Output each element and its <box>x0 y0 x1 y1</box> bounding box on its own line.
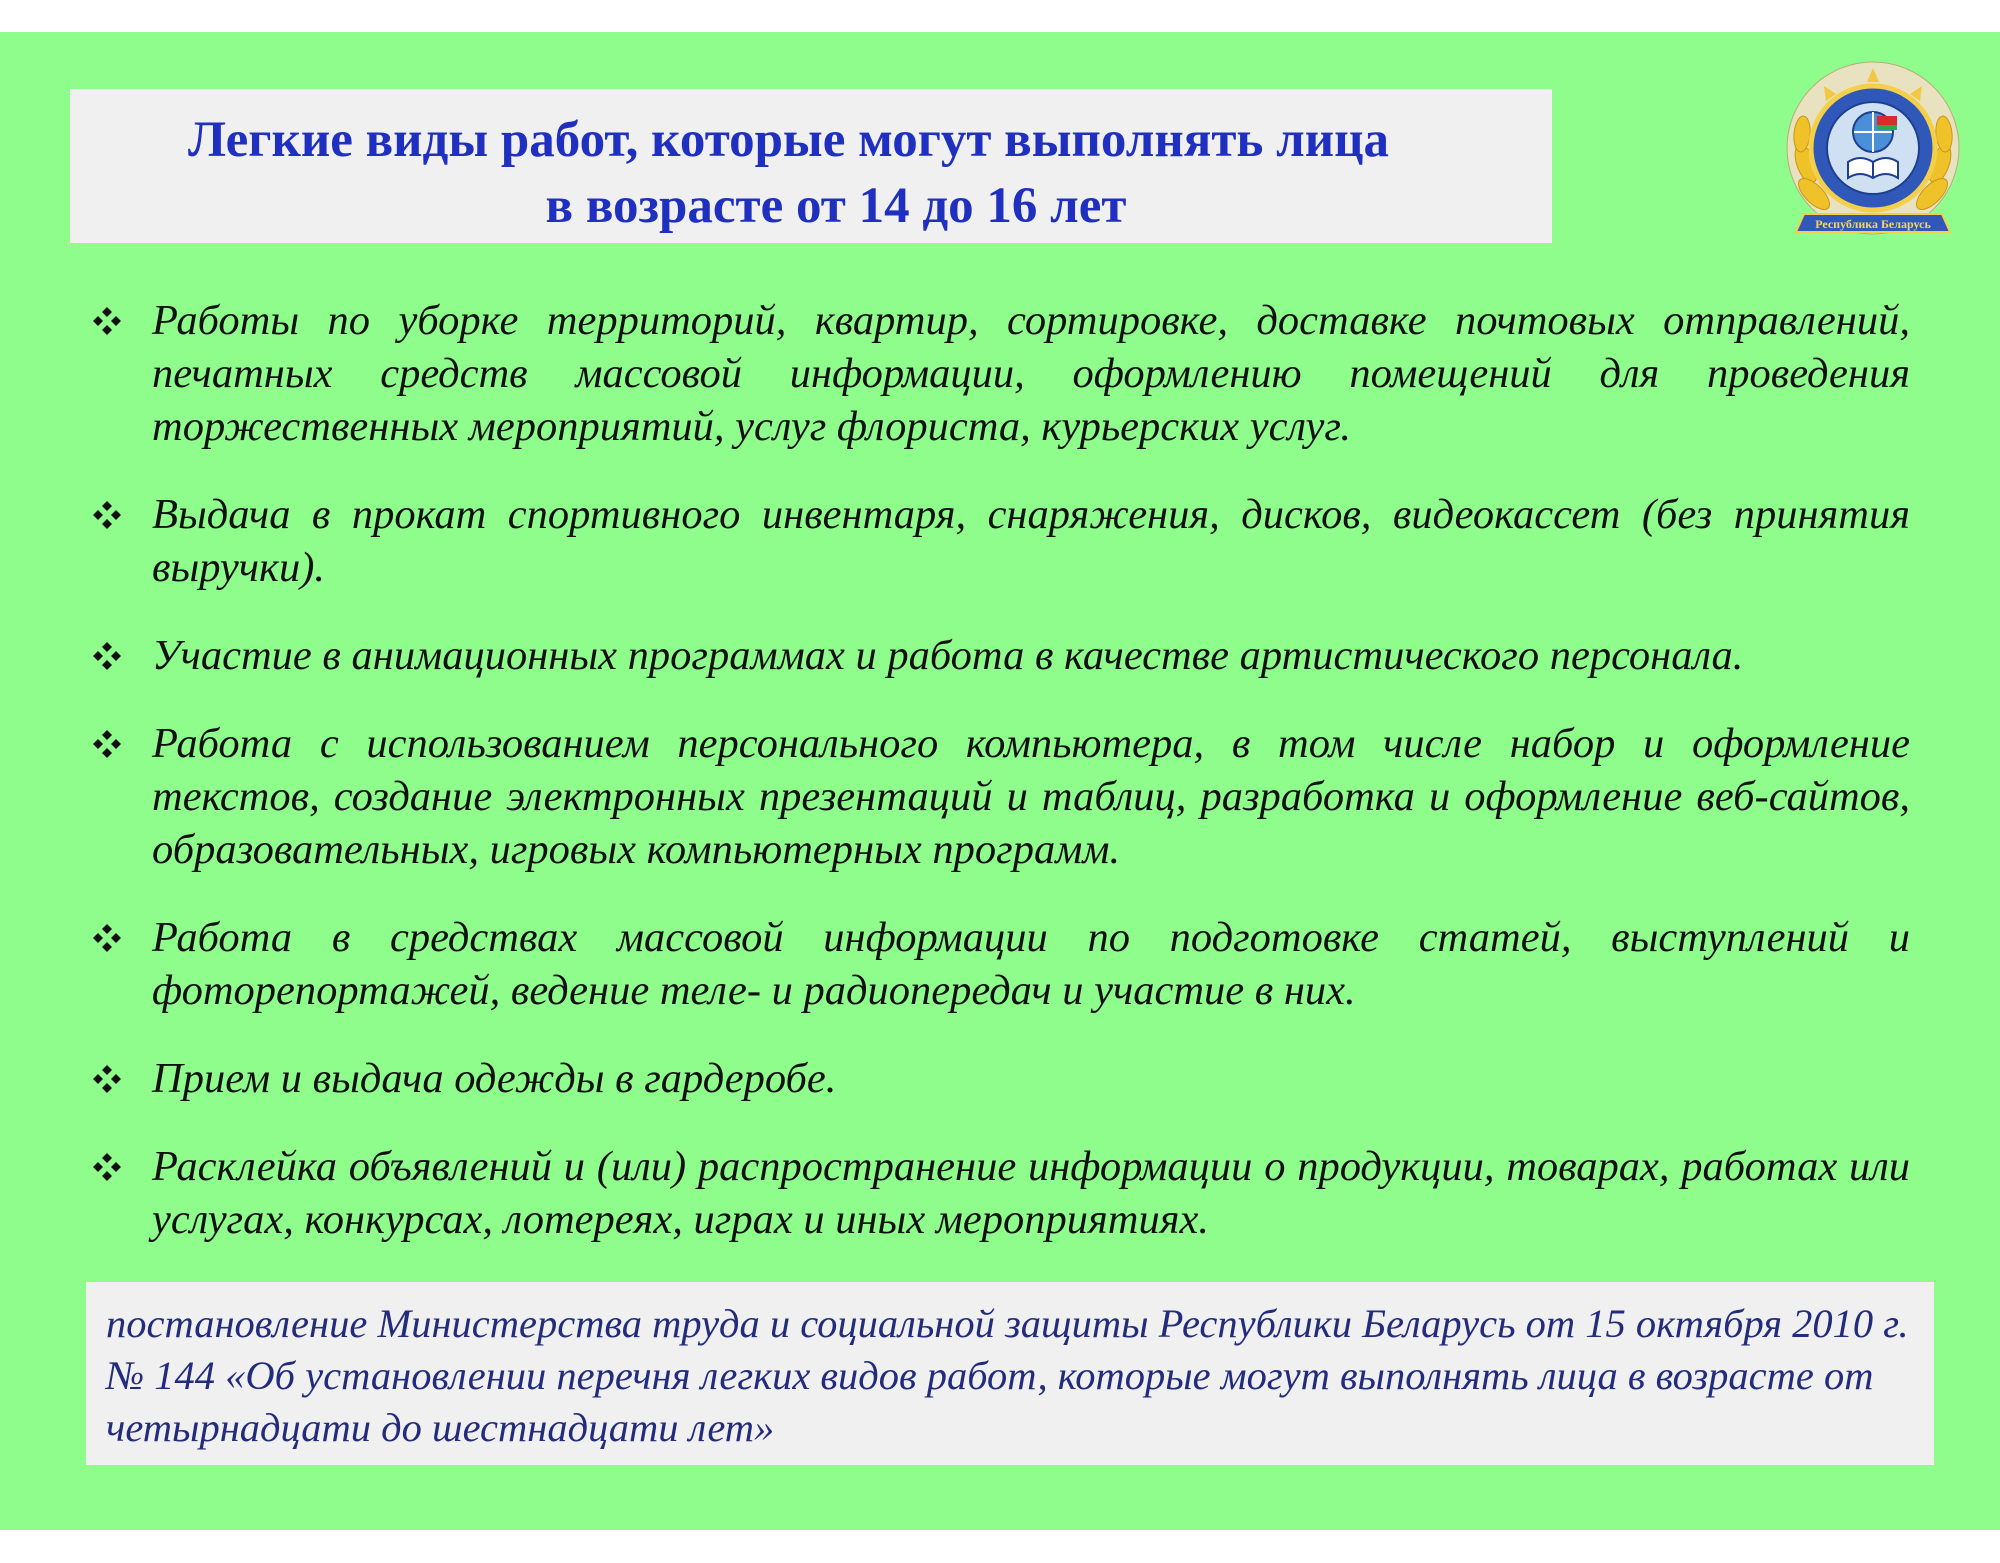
list-item-text: Прием и выдача одежды в гардеробе. <box>152 1055 837 1102</box>
list-item <box>88 717 1910 876</box>
list-item-text: Участие в анимационных программах и работа в качестве артистического персонала. <box>152 632 1744 679</box>
list-item <box>88 488 1910 594</box>
list-item <box>88 629 1910 682</box>
list-item <box>88 1052 1910 1105</box>
list-item-text: Выдача в прокат спортивного инвентаря, снаряжения, дисков, видеокассет (без принятия выручки). <box>152 491 1910 591</box>
list-item-text: Расклейка объявлений и (или) распространение информации о продукции, товарах, работах или услугах, конкурсах, лотереях, играх и иных мероприятиях. <box>152 1143 1910 1243</box>
diamond-bullet-icon <box>92 306 122 336</box>
diamond-bullet-icon <box>92 641 122 671</box>
page-title-line-2: в возрасте от 14 до 16 лет <box>545 178 1127 234</box>
slide <box>0 32 2000 1530</box>
emblem-caption: Республика Беларусь <box>1815 217 1931 231</box>
legal-reference-box <box>86 1282 1934 1465</box>
diamond-bullet-icon <box>92 1152 122 1182</box>
list-item-text: Работы по уборке территорий, квартир, сортировке, доставке почтовых отправлений, печатных средств массовой информации, оформлению помещений для проведения торжественных мероприятий, услуг флориста, курьерских услуг. <box>152 297 1910 450</box>
diamond-bullet-icon <box>92 500 122 530</box>
list-item <box>88 1140 1910 1246</box>
list-item <box>88 294 1910 453</box>
diamond-bullet-icon <box>92 1064 122 1094</box>
page-title-line-1: Легкие виды работ, которые могут выполнять лица <box>188 112 1389 168</box>
emblem-icon <box>1782 54 1964 252</box>
title-box <box>70 89 1552 243</box>
work-types-list <box>88 294 1910 1281</box>
list-item <box>88 911 1910 1017</box>
list-item-text: Работа с использованием персонального компьютера, в том числе набор и оформление текстов, создание электронных презентаций и таблиц, разработка и оформление веб-сайтов, образовательных, игровых компьютерных программ. <box>152 720 1910 873</box>
list-item-text: Работа в средствах массовой информации по подготовке статей, выступлений и фоторепортажей, ведение теле- и радиопередач и участие в них. <box>152 914 1910 1014</box>
diamond-bullet-icon <box>92 923 122 953</box>
diamond-bullet-icon <box>92 729 122 759</box>
legal-reference-text: постановление Министерства труда и социальной защиты Республики Беларусь от 15 октября 2010 г. № 144 «Об установлении перечня легких видов работ, которые могут выполнять лица в возрасте от четырнадцати до шестнадцати лет» <box>106 1301 1909 1450</box>
